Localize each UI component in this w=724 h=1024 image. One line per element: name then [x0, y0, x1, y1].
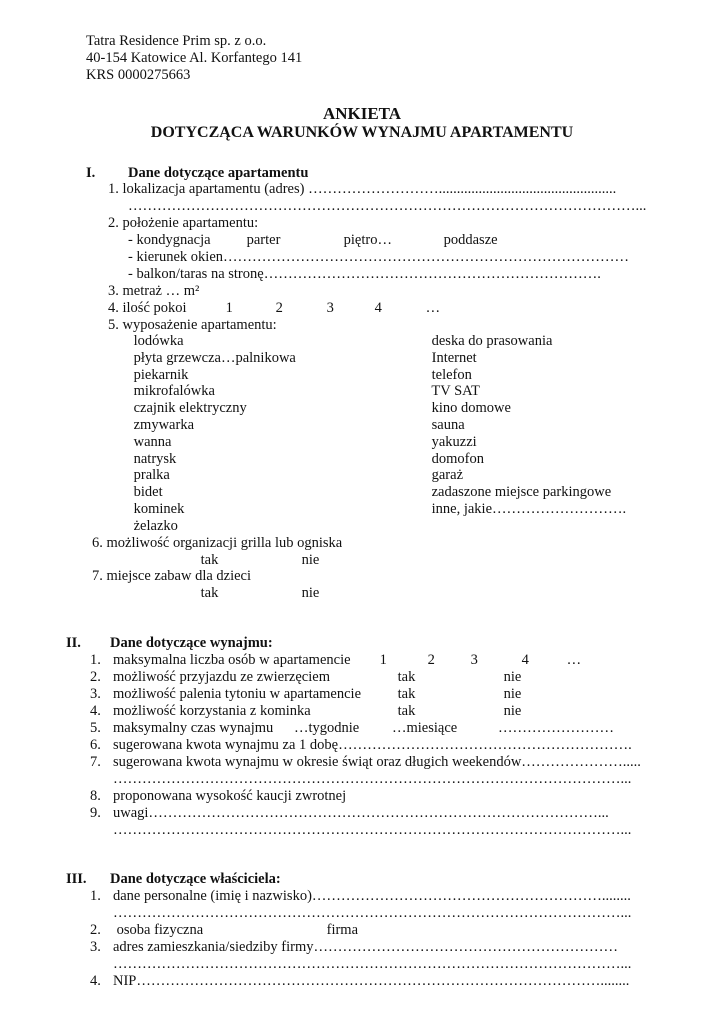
s3-q3-continuation: ……………………………………………………………………………………………... — [113, 956, 632, 972]
s2-q9-continuation: ……………………………………………………………………………………………... — [113, 822, 632, 838]
s2-n3: 3. — [90, 686, 101, 702]
s2-duration-other[interactable]: …………………… — [498, 720, 614, 736]
s2-n5: 5. — [90, 720, 101, 736]
s2-n4: 4. — [90, 703, 101, 719]
equipment-left-item[interactable]: kominek — [133, 501, 185, 517]
s1-q7-playground: 7. miejsce zabaw dla dzieci — [92, 568, 252, 584]
equipment-left-item[interactable]: żelazko — [133, 517, 178, 534]
s1-q5-equipment: 5. wyposażenie apartamentu: — [108, 317, 277, 333]
s1-playground-no[interactable]: nie — [301, 585, 320, 601]
equipment-right-item[interactable]: kino domowe — [431, 400, 511, 417]
s2-q9-remarks: uwagi…………………………………………………………………………………... — [113, 805, 609, 821]
s1-floor-option-floor[interactable]: piętro… — [343, 232, 392, 248]
s2-n8: 8. — [90, 788, 101, 804]
s2-n6: 6. — [90, 737, 101, 753]
s3-n3: 3. — [90, 939, 101, 955]
s3-q4-nip: NIP……………………………………………………………………………………........ — [113, 973, 630, 989]
equipment-right-item[interactable]: deska do prasowania — [431, 333, 553, 349]
s2-q5-max-duration: maksymalny czas wynajmu — [113, 720, 274, 736]
s2-q3-smoking: możliwość palenia tytoniu w apartamencie — [113, 686, 362, 702]
equipment-right-item[interactable]: telefon — [431, 366, 472, 383]
equipment-left-item[interactable]: lodówka — [133, 333, 184, 349]
s3-q3-address: adres zamieszkania/siedziby firmy……………………………………………………… — [113, 939, 619, 955]
s1-rooms-option-2[interactable]: 2 — [275, 300, 283, 316]
equipment-right-item[interactable]: Internet — [431, 349, 477, 366]
s2-fireplace-no[interactable]: nie — [503, 703, 522, 719]
s1-playground-yes[interactable]: tak — [200, 585, 219, 601]
s1-rooms-option-3[interactable]: 3 — [326, 300, 334, 316]
s3-q1-continuation: ……………………………………………………………………………………………... — [113, 905, 632, 921]
equipment-left-item[interactable]: pralka — [133, 467, 170, 484]
s2-q1-max-persons: maksymalna liczba osób w apartamencie — [113, 652, 351, 668]
company-name: Tatra Residence Prim sp. z o.o. — [86, 33, 267, 49]
s2-n9: 9. — [90, 805, 101, 821]
equipment-left-item[interactable]: płyta grzewcza…palnikowa — [133, 349, 296, 366]
section2-heading: Dane dotyczące wynajmu: — [110, 635, 273, 651]
s2-q2-pets: możliwość przyjazdu ze zwierzęciem — [113, 669, 330, 685]
s1-grill-no[interactable]: nie — [301, 552, 320, 568]
equipment-right-item[interactable]: TV SAT — [431, 383, 480, 400]
equipment-left-item[interactable]: wanna — [133, 433, 172, 450]
equipment-right-item[interactable]: yakuzzi — [431, 433, 477, 450]
s2-pets-yes[interactable]: tak — [397, 669, 416, 685]
s2-q8-deposit: proponowana wysokość kaucji zwrotnej — [113, 788, 347, 804]
s1-rooms-option-4[interactable]: 4 — [374, 300, 382, 316]
s2-n2: 2. — [90, 669, 101, 685]
s1-rooms-option-more[interactable]: … — [425, 300, 441, 316]
s2-q4-fireplace: możliwość korzystania z kominka — [113, 703, 311, 719]
s2-smoking-no[interactable]: nie — [503, 686, 522, 702]
company-krs: KRS 0000275663 — [86, 67, 191, 83]
equipment-left-item[interactable]: piekarnik — [133, 366, 189, 383]
s2-duration-months[interactable]: …miesiące — [392, 720, 458, 736]
equipment-right-item[interactable]: garaż — [431, 467, 464, 484]
equipment-left-item[interactable]: czajnik elektryczny — [133, 400, 247, 417]
section3-heading: Dane dotyczące właściciela: — [110, 871, 281, 887]
s1-q6-grill: 6. możliwość organizacji grilla lub ogniska — [92, 535, 343, 551]
s1-grill-yes[interactable]: tak — [200, 552, 219, 568]
s2-smoking-yes[interactable]: tak — [397, 686, 416, 702]
s1-windows-direction: - kierunek okien………………………………………………………………………… — [128, 249, 630, 265]
section1-heading: Dane dotyczące apartamentu — [128, 165, 309, 181]
document-title: ANKIETA — [322, 104, 402, 123]
s2-persons-option-2[interactable]: 2 — [427, 652, 435, 668]
equipment-right-item[interactable]: zadaszone miejsce parkingowe — [431, 484, 612, 501]
equipment-left-item[interactable]: zmywarka — [133, 417, 195, 433]
equipment-left-item[interactable]: bidet — [133, 484, 163, 501]
s2-persons-option-more[interactable]: … — [566, 652, 582, 668]
s1-floor-option-attic[interactable]: poddasze — [443, 232, 498, 248]
s2-pets-no[interactable]: nie — [503, 669, 522, 685]
s1-rooms-option-1[interactable]: 1 — [225, 300, 233, 316]
section1-number: I. — [86, 165, 96, 181]
s2-q7-continuation: ……………………………………………………………………………………………... — [113, 771, 632, 787]
s1-q4-rooms: 4. ilość pokoi — [108, 300, 187, 316]
s2-persons-option-1[interactable]: 1 — [379, 652, 387, 668]
s2-q7-holiday-price: sugerowana kwota wynajmu w okresie świąt oraz długich weekendów…………………..... — [113, 754, 641, 770]
s1-q1-continuation: ……………………………………………………………………………………………... — [128, 198, 647, 214]
equipment-left-item[interactable]: mikrofalówka — [133, 383, 215, 400]
s3-option-company[interactable]: firma — [326, 922, 359, 938]
s1-floor-label: - kondygnacja — [128, 232, 211, 248]
s2-n1: 1. — [90, 652, 101, 668]
s3-n2: 2. — [90, 922, 101, 938]
s2-fireplace-yes[interactable]: tak — [397, 703, 416, 719]
company-address: 40-154 Katowice Al. Korfantego 141 — [86, 50, 303, 66]
equipment-right-item[interactable]: domofon — [431, 450, 484, 467]
s1-balcony-direction: - balkon/taras na stronę……………………………………………………………. — [128, 266, 601, 282]
section2-number: II. — [66, 635, 81, 651]
s1-q1-location: 1. lokalizacja apartamentu (adres) ………………………................................................. — [108, 181, 617, 197]
s3-n1: 1. — [90, 888, 101, 904]
s2-duration-weeks[interactable]: …tygodnie — [294, 720, 360, 736]
s1-q3-area: 3. metraż … m² — [108, 283, 200, 299]
s3-n4: 4. — [90, 973, 101, 989]
equipment-left-item[interactable]: natrysk — [133, 450, 177, 467]
s3-option-natural-person[interactable]: osoba fizyczna — [116, 922, 204, 938]
s2-persons-option-3[interactable]: 3 — [470, 652, 478, 668]
equipment-right-item[interactable]: sauna — [431, 417, 465, 433]
document-subtitle: DOTYCZĄCA WARUNKÓW WYNAJMU APARTAMENTU — [150, 124, 574, 141]
s1-floor-option-ground[interactable]: parter — [246, 232, 281, 248]
equipment-right-item[interactable]: inne, jakie………………………. — [431, 501, 627, 517]
section3-number: III. — [66, 871, 87, 887]
s2-n7: 7. — [90, 754, 101, 770]
s2-persons-option-4[interactable]: 4 — [521, 652, 529, 668]
s3-q1-personal-data: dane personalne (imię i nazwisko)……………………………………………………........ — [113, 888, 631, 904]
s1-q2-position: 2. położenie apartamentu: — [108, 215, 259, 231]
s2-q6-daily-price: sugerowana kwota wynajmu za 1 dobę……………………………………………………. — [113, 737, 632, 753]
